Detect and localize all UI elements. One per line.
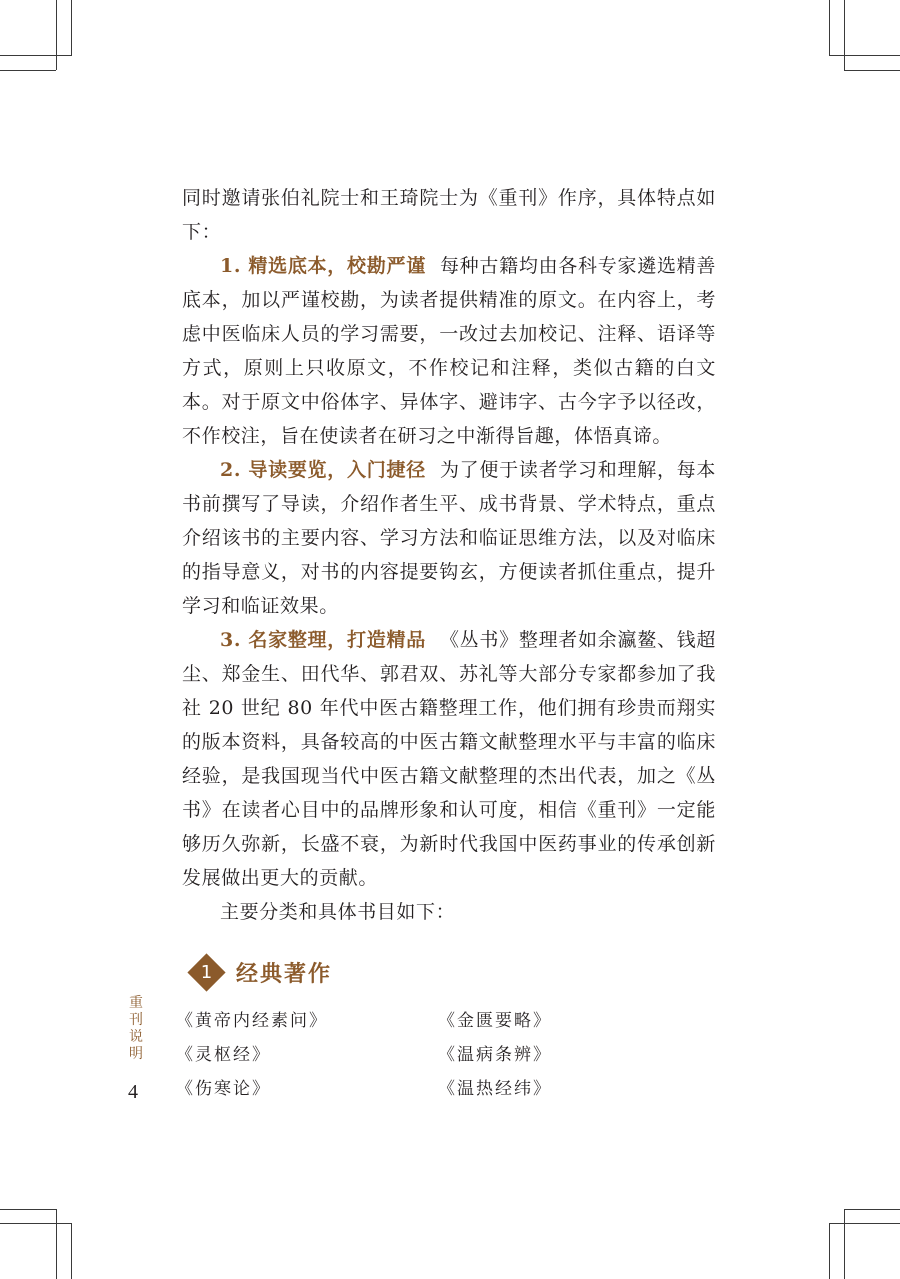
book-title: 《灵枢经》 <box>176 1045 271 1065</box>
book-list <box>176 1008 596 1102</box>
section-label: 经典著作 <box>236 960 333 987</box>
crop-mark <box>56 1209 57 1279</box>
body-text <box>182 181 716 929</box>
crop-mark <box>844 1209 845 1279</box>
running-label-char: 重 <box>129 995 143 1011</box>
section-number: 1 <box>200 961 213 983</box>
feature-text: 《丛书》整理者如余瀛鳌、钱超尘、郑金生、田代华、郭君双、苏礼等大部分专家都参加了我社 20 世纪 80 年代中医古籍整理工作，他们拥有珍贵而翔实的版本资料，具备较高的中医古籍文献整理水平与丰富的临床经验，是我国现当代中医古籍文献整理的杰出代表，加之《丛书》在读者心目中的品牌形象和认可度，相信《重刊》一定能够历久弥新，长盛不衰，为新时代我国中医药事业的传承创新发展做出更大的贡献。 <box>182 629 716 889</box>
crop-mark <box>844 0 845 70</box>
page-number: 4 <box>128 1081 138 1103</box>
crop-mark <box>71 0 72 56</box>
running-section-label <box>126 995 146 1063</box>
book-title: 《温病条辨》 <box>438 1045 552 1065</box>
book-title: 《温热经纬》 <box>438 1079 552 1099</box>
feature-text: 每种古籍均由各科专家遴选精善底本，加以严谨校勘，为读者提供精准的原文。在内容上，考虑中医临床人员的学习需要，一改过去加校记、注释、语译等方式，原则上只收原文，不作校记和注释，类似古籍的白文本。对于原文中俗体字、异体字、避讳字、古今字予以径改，不作校注，旨在使读者在研习之中渐得旨趣，体悟真谛。 <box>182 255 716 447</box>
feature-heading: 3. 名家整理，打造精品 <box>220 629 426 651</box>
feature-heading: 2. 导读要览，入门捷径 <box>220 459 426 481</box>
crop-mark <box>0 70 56 71</box>
crop-mark <box>71 1223 72 1279</box>
closing-paragraph: 主要分类和具体书目如下： <box>220 901 456 923</box>
book-title: 《金匮要略》 <box>438 1011 552 1031</box>
section-title <box>188 952 332 992</box>
feature-paragraph <box>182 249 716 453</box>
running-label-char: 说 <box>129 1029 143 1045</box>
book-title: 《黄帝内经素问》 <box>176 1011 328 1031</box>
crop-mark <box>0 1209 56 1210</box>
crop-mark <box>829 1223 900 1224</box>
crop-mark <box>0 55 71 56</box>
running-label-char: 刊 <box>129 1012 143 1028</box>
feature-paragraph <box>182 453 716 623</box>
running-label-char: 明 <box>129 1046 143 1062</box>
feature-text: 为了便于读者学习和理解，每本书前撰写了导读，介绍作者生平、成书背景、学术特点，重点介绍该书的主要内容、学习方法和临证思维方法，以及对临床的指导意义，对书的内容提要钩玄，方便读者抓住重点，提升学习和临证效果。 <box>182 459 716 617</box>
book-title: 《伤寒论》 <box>176 1079 271 1099</box>
diamond-badge-icon <box>187 953 225 991</box>
crop-mark <box>829 0 830 56</box>
intro-paragraph: 同时邀请张伯礼院士和王琦院士为《重刊》作序，具体特点如下： <box>182 187 716 243</box>
crop-mark <box>829 1223 830 1279</box>
crop-mark <box>0 1223 71 1224</box>
feature-paragraph <box>182 623 716 895</box>
crop-mark <box>829 55 900 56</box>
feature-heading: 1. 精选底本，校勘严谨 <box>220 255 426 277</box>
crop-mark <box>56 0 57 70</box>
crop-mark <box>844 1209 900 1210</box>
crop-mark <box>844 70 900 71</box>
